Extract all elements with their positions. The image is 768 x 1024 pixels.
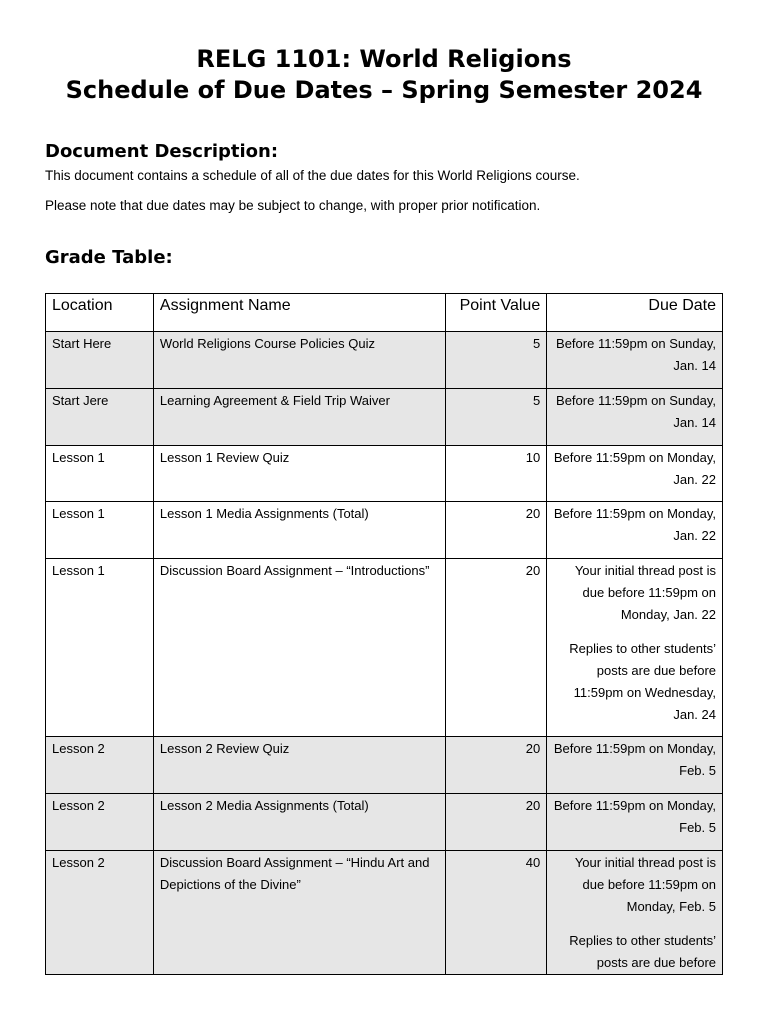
cell-due-date [547, 389, 723, 446]
cell-assignment: World Religions Course Policies Quiz [153, 332, 445, 389]
cell-due-date [547, 737, 723, 794]
table-row [46, 559, 723, 737]
due-text: Before 11:59pm on Monday, Feb. 5 [553, 741, 716, 778]
cell-due-date [547, 559, 723, 737]
cell-location: Lesson 1 [46, 559, 154, 737]
header-location: Location [46, 294, 154, 332]
description-paragraph-2: Please note that due dates may be subject to change, with proper prior notification. [45, 198, 541, 213]
cell-points: 20 [446, 737, 547, 794]
cell-points: 5 [446, 332, 547, 389]
table-row [46, 502, 723, 559]
header-due-date: Due Date [547, 294, 723, 332]
title-line-1: RELG 1101: World Religions [196, 45, 572, 73]
cell-points: 20 [446, 502, 547, 559]
cell-assignment: Lesson 1 Media Assignments (Total) [153, 502, 445, 559]
due-text: Your initial thread post is due before 11:59pm on Monday, Feb. 5 [574, 855, 716, 914]
due-text: Before 11:59pm on Monday, Feb. 5 [553, 798, 716, 835]
grade-table [45, 293, 723, 975]
cell-assignment: Lesson 1 Review Quiz [153, 446, 445, 502]
cell-due-date [547, 332, 723, 389]
cell-location: Lesson 1 [46, 446, 154, 502]
cell-due-date [547, 851, 723, 975]
due-text: Before 11:59pm on Sunday, Jan. 14 [556, 393, 716, 430]
cell-assignment: Learning Agreement & Field Trip Waiver [153, 389, 445, 446]
cell-location: Start Jere [46, 389, 154, 446]
table-row [46, 794, 723, 851]
due-text-replies: Replies to other students’ posts are due before 11:59pm on Wednesday, Jan. 24 [569, 641, 716, 722]
cell-due-date [547, 502, 723, 559]
cell-assignment: Lesson 2 Review Quiz [153, 737, 445, 794]
cell-points: 10 [446, 446, 547, 502]
cell-due-date [547, 794, 723, 851]
header-point-value: Point Value [446, 294, 547, 332]
cell-points: 20 [446, 559, 547, 737]
cell-location: Lesson 1 [46, 502, 154, 559]
cell-due-date [547, 446, 723, 502]
cell-assignment: Discussion Board Assignment – “Introductions” [153, 559, 445, 737]
header-assignment-name: Assignment Name [153, 294, 445, 332]
cell-assignment: Discussion Board Assignment – “Hindu Art and Depictions of the Divine” [153, 851, 445, 975]
table-row [46, 389, 723, 446]
table-row [46, 851, 723, 975]
cell-location: Start Here [46, 332, 154, 389]
document-title [0, 44, 768, 106]
cell-location: Lesson 2 [46, 794, 154, 851]
table-header-row [46, 294, 723, 332]
table-row [46, 446, 723, 502]
due-text-replies: Replies to other students’ posts are due before [569, 933, 716, 970]
cell-points: 40 [446, 851, 547, 975]
title-line-2: Schedule of Due Dates – Spring Semester 2024 [65, 76, 703, 104]
grade-table-heading: Grade Table: [45, 247, 173, 268]
cell-assignment: Lesson 2 Media Assignments (Total) [153, 794, 445, 851]
due-text: Before 11:59pm on Monday, Jan. 22 [553, 450, 716, 487]
cell-location: Lesson 2 [46, 737, 154, 794]
due-text: Before 11:59pm on Sunday, Jan. 14 [556, 336, 716, 373]
due-text: Your initial thread post is due before 11:59pm on Monday, Jan. 22 [574, 563, 716, 622]
table-row [46, 737, 723, 794]
due-text: Before 11:59pm on Monday, Jan. 22 [553, 506, 716, 543]
cell-points: 20 [446, 794, 547, 851]
cell-points: 5 [446, 389, 547, 446]
table-row [46, 332, 723, 389]
cell-location: Lesson 2 [46, 851, 154, 975]
description-paragraph-1: This document contains a schedule of all of the due dates for this World Religions course. [45, 168, 580, 183]
description-heading: Document Description: [45, 141, 279, 162]
